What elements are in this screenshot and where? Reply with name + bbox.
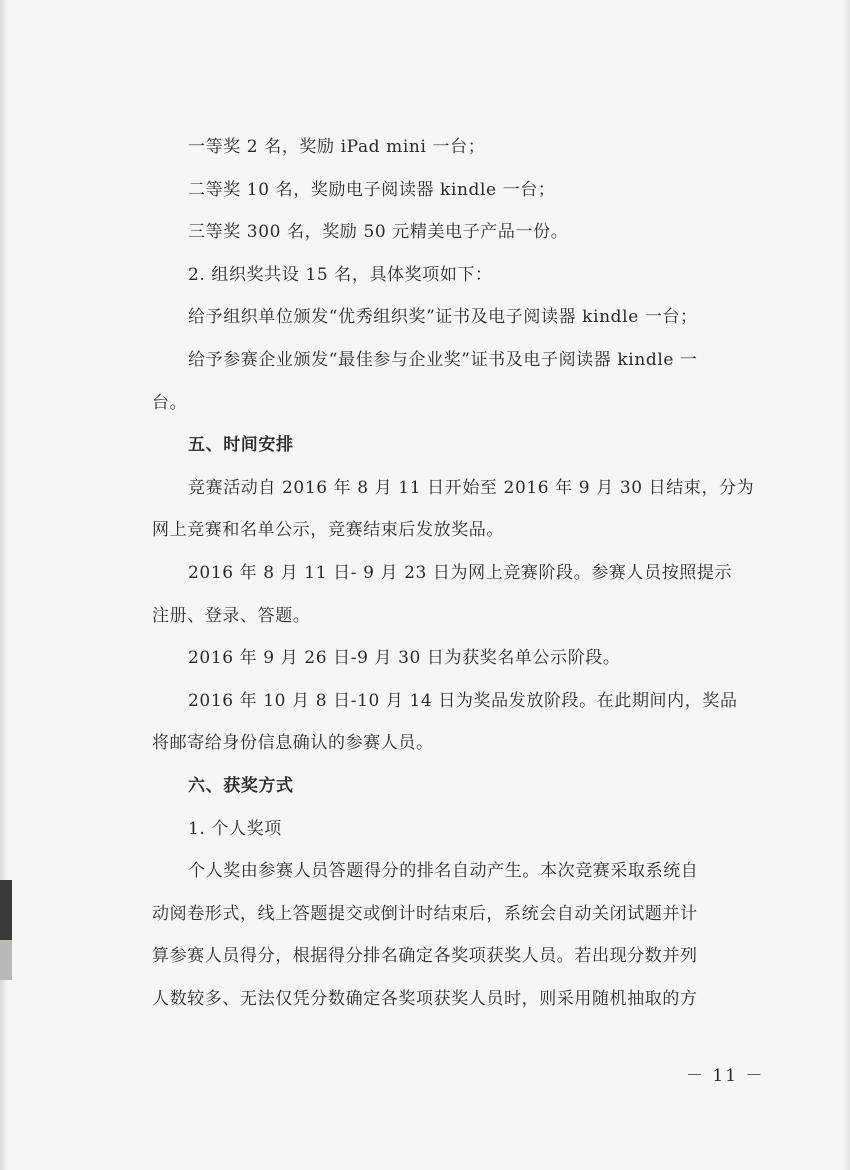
scan-edge-left	[0, 0, 8, 1170]
third-prize-line: 三等奖 300 名，奖励 50 元精美电子产品一份。	[188, 222, 569, 243]
scan-binding-mark	[0, 880, 12, 940]
schedule-paragraph-line: 竞赛活动自 2016 年 8 月 11 日开始至 2016 年 9 月 30 日结束，分为	[188, 477, 755, 498]
schedule-paragraph-line: 网上竞赛和名单公示，竞赛结束后发放奖品。	[152, 520, 504, 541]
second-prize-line: 二等奖 10 名，奖励电子阅读器 kindle 一台；	[188, 179, 556, 200]
prize-distribution-line: 2016 年 10 月 8 日-10 月 14 日为奖品发放阶段。在此期间内，奖品	[188, 690, 738, 711]
individual-award-paragraph-line: 动阅卷形式，线上答题提交或倒计时结束后，系统会自动关闭试题并计	[152, 903, 698, 924]
individual-award-paragraph-line: 个人奖由参赛人员答题得分的排名自动产生。本次竞赛采取系统自	[188, 861, 699, 882]
scan-edge-right	[844, 0, 850, 1170]
organization-unit-award-line: 给予组织单位颁发“优秀组织奖”证书及电子阅读器 kindle 一台；	[188, 307, 698, 328]
subheading-individual-awards: 1. 个人奖项	[188, 818, 282, 839]
scan-binding-mark-lower	[0, 940, 12, 980]
first-prize-line: 一等奖 2 名，奖励 iPad mini 一台；	[188, 137, 486, 157]
individual-award-paragraph-line: 人数较多、无法仅凭分数确定各奖项获奖人员时，则采用随机抽取的方	[152, 988, 698, 1009]
organization-award-line: 2. 组织奖共设 15 名，具体奖项如下：	[188, 264, 493, 285]
enterprise-award-line-continued: 台。	[152, 392, 188, 413]
publicity-stage-line: 2016 年 9 月 26 日-9 月 30 日为获奖名单公示阶段。	[188, 648, 621, 669]
prize-distribution-line-continued: 将邮寄给身份信息确认的参赛人员。	[152, 733, 434, 754]
enterprise-award-line: 给予参赛企业颁发“最佳参与企业奖”证书及电子阅读器 kindle 一	[188, 349, 698, 370]
online-stage-line: 2016 年 8 月 11 日- 9 月 23 日为网上竞赛阶段。参赛人员按照提示	[188, 562, 733, 583]
document-body	[152, 126, 755, 1020]
section-heading-award-method: 六、获奖方式	[188, 775, 294, 796]
individual-award-paragraph-line: 算参赛人员得分，根据得分排名确定各奖项获奖人员。若出现分数并列	[152, 946, 698, 967]
page-number: － 11 －	[686, 1066, 765, 1086]
online-stage-line-continued: 注册、登录、答题。	[152, 605, 311, 626]
section-heading-schedule: 五、时间安排	[188, 435, 294, 456]
